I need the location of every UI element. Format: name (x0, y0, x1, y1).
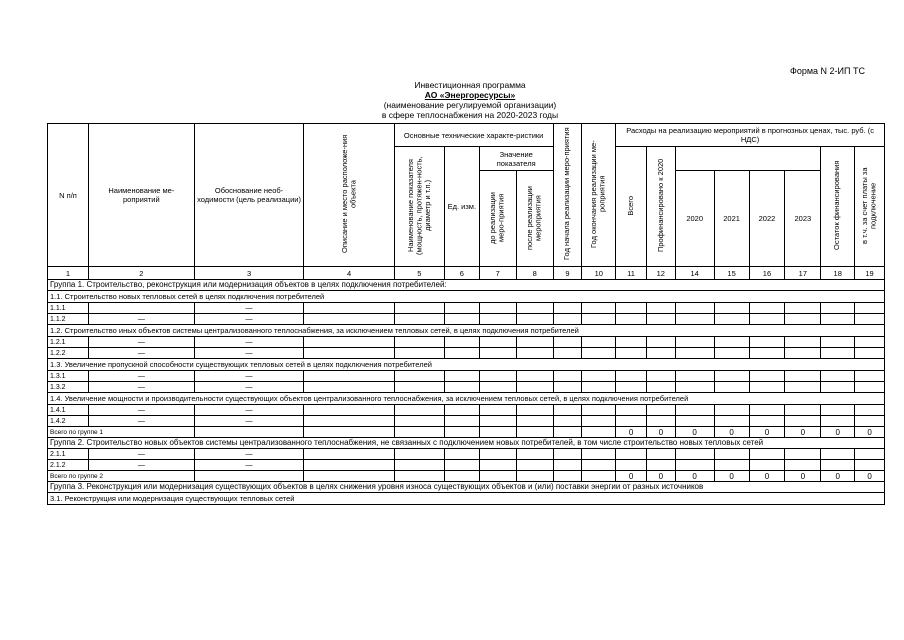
subsection-1-3-title: 1.3. Увеличение пропускной способности существующих тепловых сетей в целях подключения потребителей (48, 359, 885, 371)
col-header-justification: Обоснование необ-ходимости (цель реализации) (194, 124, 304, 267)
justification-cell: — (194, 460, 304, 471)
col-header-years-group (675, 147, 821, 171)
subsection-1-4-title: 1.4. Увеличение мощности и производительности существующих объектов централизованного теплоснабжения, за исключением тепловых сетей, в целях подключения потребителей (48, 393, 885, 405)
table-row (48, 449, 885, 460)
justification-cell: — (194, 371, 304, 382)
table-row (48, 337, 885, 348)
total-value: 0 (646, 427, 675, 438)
row-number: 1.4.2 (48, 416, 89, 427)
column-number: 5 (394, 267, 444, 280)
table-row (48, 405, 885, 416)
column-number: 2 (89, 267, 195, 280)
row-number: 2.1.2 (48, 460, 89, 471)
investment-program-table (47, 123, 885, 505)
total-value: 0 (714, 427, 749, 438)
total-value: 0 (749, 427, 785, 438)
col-header-total: Всего (616, 147, 647, 267)
col-header-number: N п/п (48, 124, 89, 267)
column-number: 19 (855, 267, 885, 280)
col-header-remaining-financing: Остаток финансирования (821, 147, 855, 267)
col-header-start-year: Год начала реализации меро-приятия (553, 124, 582, 267)
form-label: Форма N 2-ИП ТС (790, 66, 865, 76)
total-value: 0 (714, 471, 749, 482)
organization-name: АО «Энергоресурсы» (424, 90, 516, 100)
column-number: 15 (714, 267, 749, 280)
row-number: 1.2.2 (48, 348, 89, 359)
total-value: 0 (785, 427, 821, 438)
justification-cell: — (194, 416, 304, 427)
column-number: 11 (616, 267, 647, 280)
total-label: Всего по группе 2 (48, 471, 195, 482)
column-number: 12 (646, 267, 675, 280)
row-number: 1.1.1 (48, 303, 89, 314)
column-number: 4 (304, 267, 394, 280)
program-title: Инвестиционная программа (414, 80, 526, 90)
group-1-title: Группа 1. Строительство, реконструкция или модернизация объектов в целях подключения потребителей: (48, 280, 885, 291)
col-header-2023: 2023 (785, 171, 821, 267)
total-value: 0 (821, 427, 855, 438)
col-header-after: после реализации мероприятия (516, 171, 553, 267)
col-header-financed-before-2020: Профинансировано к 2020 (646, 147, 675, 267)
col-header-tech-characteristics: Основные технические характе-ристики (394, 124, 553, 147)
col-header-2022: 2022 (749, 171, 785, 267)
document-header (350, 80, 590, 120)
table-row (48, 371, 885, 382)
col-header-2020: 2020 (675, 171, 714, 267)
table-row (48, 382, 885, 393)
total-label: Всего по группе 1 (48, 427, 195, 438)
table-row (48, 460, 885, 471)
row-number: 1.1.2 (48, 314, 89, 325)
group-3-title: Группа 3. Реконструкция или модернизация существующих объектов в целях снижения уровня износа существующих объектов и (или) поставки энергии от разных источников (48, 482, 885, 493)
column-number: 9 (553, 267, 582, 280)
measure-name-cell: — (89, 405, 195, 416)
total-value: 0 (855, 471, 885, 482)
group-1-total-row (48, 427, 885, 438)
col-header-indicator-value: Значение показателя (479, 147, 553, 171)
col-header-indicator-name: Наименование показателя (мощность, протяжен-ность, диаметр и т.п.) (394, 147, 444, 267)
measure-name-cell: — (89, 371, 195, 382)
column-number-row (48, 267, 885, 280)
row-number: 1.3.2 (48, 382, 89, 393)
measure-name-cell: — (89, 460, 195, 471)
column-number: 17 (785, 267, 821, 280)
row-number: 1.4.1 (48, 405, 89, 416)
justification-cell: — (194, 348, 304, 359)
measure-name-cell: — (89, 449, 195, 460)
table-row (48, 416, 885, 427)
column-number: 3 (194, 267, 304, 280)
col-header-unit: Ед. изм. (444, 147, 479, 267)
measure-name-cell: — (89, 382, 195, 393)
table-row (48, 303, 885, 314)
justification-cell: — (194, 382, 304, 393)
measure-name-cell: — (89, 348, 195, 359)
organization-caption: (наименование регулируемой организации) (383, 100, 557, 110)
program-period: в сфере теплоснабжения на 2020-2023 годы (381, 110, 559, 120)
justification-cell: — (194, 314, 304, 325)
total-value: 0 (675, 427, 714, 438)
col-header-2021: 2021 (714, 171, 749, 267)
subsection-1-1-title: 1.1. Строительство новых тепловых сетей в целях подключения потребителей (48, 291, 885, 303)
total-value: 0 (785, 471, 821, 482)
group-2-total-row (48, 471, 885, 482)
justification-cell: — (194, 449, 304, 460)
col-header-measure-name: Наименование ме-роприятий (89, 124, 195, 267)
col-header-object-description: Описание и место расположе-ния объекта (304, 124, 394, 267)
column-number: 6 (444, 267, 479, 280)
col-header-before: до реализации меро-приятия (479, 171, 516, 267)
col-header-costs: Расходы на реализацию мероприятий в прогнозных ценах, тыс. руб. (с НДС) (616, 124, 885, 147)
justification-cell: — (194, 303, 304, 314)
table-row (48, 314, 885, 325)
row-number: 1.2.1 (48, 337, 89, 348)
row-number: 2.1.1 (48, 449, 89, 460)
column-number: 8 (516, 267, 553, 280)
measure-name-cell (89, 303, 195, 314)
column-number: 16 (749, 267, 785, 280)
total-value: 0 (855, 427, 885, 438)
col-header-connection-fee: в т.ч. за счет платы за подключение (855, 147, 885, 267)
justification-cell: — (194, 337, 304, 348)
total-value: 0 (749, 471, 785, 482)
subsection-1-2-title: 1.2. Строительство иных объектов системы централизованного теплоснабжения, за исключением тепловых сетей, в целях подключения потребителей (48, 325, 885, 337)
justification-cell: — (194, 405, 304, 416)
row-number: 1.3.1 (48, 371, 89, 382)
total-value: 0 (646, 471, 675, 482)
total-value: 0 (616, 427, 647, 438)
measure-name-cell: — (89, 416, 195, 427)
total-value: 0 (821, 471, 855, 482)
column-number: 1 (48, 267, 89, 280)
table-row (48, 348, 885, 359)
col-header-end-year: Год окончания реализации ме-роприятия (582, 124, 616, 267)
measure-name-cell: — (89, 314, 195, 325)
column-number: 14 (675, 267, 714, 280)
column-number: 18 (821, 267, 855, 280)
subsection-3-1-title: 3.1. Реконструкция или модернизация существующих тепловых сетей (48, 493, 885, 505)
total-value: 0 (675, 471, 714, 482)
measure-name-cell: — (89, 337, 195, 348)
group-2-title: Группа 2. Строительство новых объектов системы централизованного теплоснабжения, не связанных с подключением новых потребителей, в том числе строительство новых тепловых сетей (48, 438, 885, 449)
column-number: 7 (479, 267, 516, 280)
total-value: 0 (616, 471, 647, 482)
column-number: 10 (582, 267, 616, 280)
